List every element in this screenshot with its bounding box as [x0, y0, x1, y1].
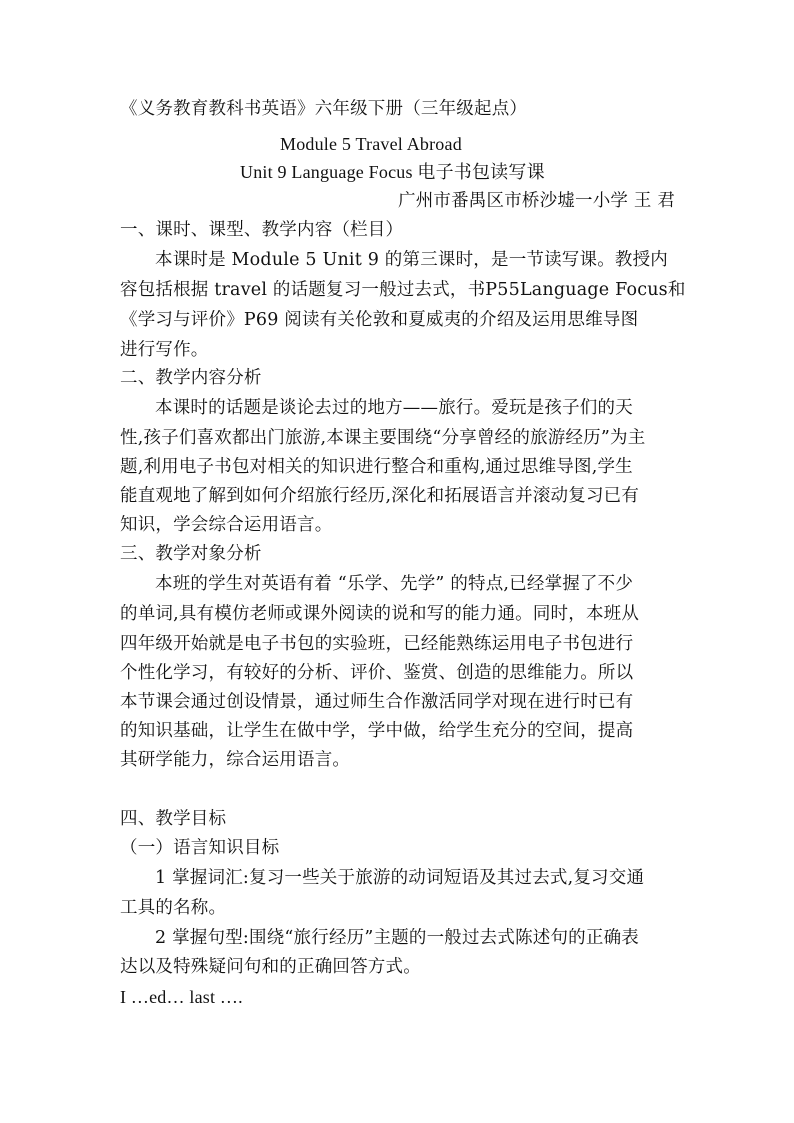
paragraph-line: 本班的学生对英语有着 “乐学、先学” 的特点,已经掌握了不少 [155, 574, 634, 594]
paragraph-line: 题,利用电子书包对相关的知识进行整合和重构,通过思维导图,学生 [120, 457, 633, 477]
paragraph-line: 容包括根据 travel 的话题复习一般过去式，书P55Language Focus和 [120, 280, 686, 300]
section-heading-2: 二、教学内容分析 [120, 368, 262, 388]
paragraph-line: 性,孩子们喜欢都出门旅游,本课主要围绕“分享曾经的旅游经历”为主 [120, 428, 646, 448]
paragraph-line: 的单词,具有模仿老师或课外阅读的说和写的能力通。同时，本班从 [120, 604, 640, 624]
paragraph-line: 1 掌握词汇:复习一些关于旅游的动词短语及其过去式,复习交通 [155, 868, 645, 888]
paragraph-line: 四年级开始就是电子书包的实验班，已经能熟练运用电子书包进行 [120, 634, 634, 654]
paragraph-line: 达以及特殊疑问句和的正确回答方式。 [120, 957, 421, 977]
subsection-heading: （一）语言知识目标 [120, 838, 280, 858]
sentence-pattern-example: I …ed… last …. [120, 987, 243, 1007]
paragraph-line: 进行写作。 [120, 340, 209, 360]
paragraph-line: 本课时是 Module 5 Unit 9 的第三课时，是一节读写课。教授内 [155, 250, 669, 270]
paragraph-line: 工具的名称。 [120, 898, 227, 918]
section-heading-1: 一、课时、课型、教学内容（栏目） [120, 220, 404, 240]
paragraph-line: 能直观地了解到如何介绍旅行经历,深化和拓展语言并滚动复习已有 [120, 486, 640, 506]
section-heading-3: 三、教学对象分析 [120, 544, 262, 564]
paragraph-line: 其研学能力，综合运用语言。 [120, 750, 351, 770]
paragraph-line: 的知识基础，让学生在做中学，学中做，给学生充分的空间，提高 [120, 721, 634, 741]
paragraph-line: 个性化学习，有较好的分析、评价、鉴赏、创造的思维能力。所以 [120, 663, 634, 683]
paragraph-line: 《学习与评价》P69 阅读有关伦敦和夏威夷的介绍及运用思维导图 [120, 310, 639, 330]
paragraph-line: 本节课会通过创设情景，通过师生合作激活同学对现在进行时已有 [120, 692, 634, 712]
section-heading-4: 四、教学目标 [120, 809, 227, 829]
unit-title: Unit 9 Language Focus 电子书包读写课 [240, 162, 545, 182]
author-line: 广州市番禺区市桥沙墟一小学 王 君 [398, 191, 676, 211]
book-title: 《义务教育教科书英语》六年级下册（三年级起点） [120, 99, 528, 119]
paragraph-line: 知识，学会综合运用语言。 [120, 515, 333, 535]
module-title: Module 5 Travel Abroad [280, 134, 462, 154]
paragraph-line: 2 掌握句型:围绕“旅行经历”主题的一般过去式陈述句的正确表 [155, 928, 639, 948]
paragraph-line: 本课时的话题是谈论去过的地方——旅行。爱玩是孩子们的天 [155, 398, 633, 418]
